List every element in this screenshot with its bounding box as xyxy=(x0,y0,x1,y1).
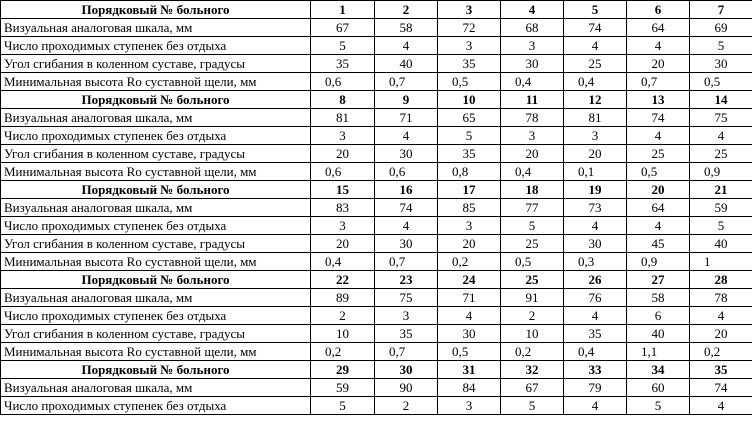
value-cell-height: 0,7 xyxy=(375,343,438,361)
value-cell-vas: 74 xyxy=(375,199,438,217)
value-cell-height: 0,6 xyxy=(311,73,375,91)
value-cell-steps: 3 xyxy=(438,37,501,55)
value-cell-steps: 2 xyxy=(501,307,564,325)
value-cell-height: 0,2 xyxy=(690,343,752,361)
value-cell-angle: 40 xyxy=(375,55,438,73)
value-cell-vas: 81 xyxy=(564,109,627,127)
value-cell-steps: 4 xyxy=(627,217,690,235)
value-cell-vas: 91 xyxy=(501,289,564,307)
value-cell-steps: 3 xyxy=(564,127,627,145)
patient-number-cell: 35 xyxy=(690,361,752,379)
table-row-height xyxy=(1,73,752,91)
header-label: Порядковый № больного xyxy=(1,361,311,379)
patient-number-cell: 27 xyxy=(627,271,690,289)
value-cell-vas: 76 xyxy=(564,289,627,307)
value-cell-vas: 79 xyxy=(564,379,627,397)
value-cell-steps: 4 xyxy=(564,307,627,325)
table-row-vas xyxy=(1,199,752,217)
value-cell-angle: 35 xyxy=(375,325,438,343)
table-row-vas xyxy=(1,289,752,307)
value-cell-height: 0,2 xyxy=(501,343,564,361)
patient-number-header-row xyxy=(1,361,752,379)
header-label: Порядковый № больного xyxy=(1,1,311,19)
row-label-steps: Число проходимых ступенек без отдыха xyxy=(1,307,311,325)
patient-number-cell: 15 xyxy=(311,181,375,199)
value-cell-height: 0,7 xyxy=(375,73,438,91)
header-label: Порядковый № больного xyxy=(1,181,311,199)
patient-number-cell: 29 xyxy=(311,361,375,379)
value-cell-height: 0,5 xyxy=(627,163,690,181)
table-row-angle xyxy=(1,235,752,253)
value-cell-steps: 3 xyxy=(375,307,438,325)
value-cell-vas: 78 xyxy=(501,109,564,127)
value-cell-steps: 3 xyxy=(501,37,564,55)
value-cell-steps: 5 xyxy=(690,37,752,55)
value-cell-vas: 77 xyxy=(501,199,564,217)
value-cell-height: 0,9 xyxy=(627,253,690,271)
value-cell-angle: 30 xyxy=(501,55,564,73)
patient-number-cell: 28 xyxy=(690,271,752,289)
value-cell-height: 1,1 xyxy=(627,343,690,361)
table-row-angle xyxy=(1,55,752,73)
value-cell-steps: 4 xyxy=(564,37,627,55)
row-label-height: Минимальная высота Ro суставной щели, мм xyxy=(1,343,311,361)
patient-number-cell: 24 xyxy=(438,271,501,289)
table-row-vas xyxy=(1,379,752,397)
value-cell-steps: 6 xyxy=(627,307,690,325)
patient-number-cell: 31 xyxy=(438,361,501,379)
patient-number-cell: 25 xyxy=(501,271,564,289)
patient-number-cell: 1 xyxy=(311,1,375,19)
table-body xyxy=(1,1,752,415)
value-cell-angle: 40 xyxy=(690,235,752,253)
value-cell-steps: 4 xyxy=(375,127,438,145)
value-cell-steps: 3 xyxy=(438,397,501,415)
patient-number-cell: 23 xyxy=(375,271,438,289)
value-cell-vas: 71 xyxy=(438,289,501,307)
value-cell-vas: 60 xyxy=(627,379,690,397)
value-cell-height: 0,6 xyxy=(375,163,438,181)
patient-number-cell: 7 xyxy=(690,1,752,19)
value-cell-angle: 40 xyxy=(627,325,690,343)
row-label-vas: Визуальная аналоговая шкала, мм xyxy=(1,289,311,307)
value-cell-vas: 75 xyxy=(690,109,752,127)
patient-number-cell: 33 xyxy=(564,361,627,379)
value-cell-height: 0,3 xyxy=(564,253,627,271)
value-cell-height: 0,4 xyxy=(501,163,564,181)
table-row-angle xyxy=(1,325,752,343)
value-cell-height: 0,5 xyxy=(501,253,564,271)
value-cell-steps: 5 xyxy=(690,217,752,235)
value-cell-vas: 74 xyxy=(627,109,690,127)
value-cell-height: 0,9 xyxy=(690,163,752,181)
patient-number-cell: 5 xyxy=(564,1,627,19)
patient-number-cell: 10 xyxy=(438,91,501,109)
value-cell-steps: 4 xyxy=(438,307,501,325)
value-cell-steps: 5 xyxy=(501,217,564,235)
value-cell-steps: 3 xyxy=(311,217,375,235)
patient-number-header-row xyxy=(1,1,752,19)
row-label-steps: Число проходимых ступенек без отдыха xyxy=(1,37,311,55)
value-cell-steps: 4 xyxy=(690,397,752,415)
value-cell-steps: 3 xyxy=(438,217,501,235)
patient-number-cell: 12 xyxy=(564,91,627,109)
value-cell-vas: 64 xyxy=(627,19,690,37)
table-row-height xyxy=(1,343,752,361)
value-cell-angle: 25 xyxy=(501,235,564,253)
header-label: Порядковый № больного xyxy=(1,91,311,109)
table-row-vas xyxy=(1,109,752,127)
value-cell-vas: 69 xyxy=(690,19,752,37)
value-cell-steps: 2 xyxy=(375,397,438,415)
value-cell-angle: 30 xyxy=(564,235,627,253)
table-row-steps xyxy=(1,37,752,55)
row-label-height: Минимальная высота Ro суставной щели, мм xyxy=(1,163,311,181)
value-cell-height: 0,4 xyxy=(564,73,627,91)
value-cell-vas: 65 xyxy=(438,109,501,127)
value-cell-steps: 5 xyxy=(627,397,690,415)
value-cell-angle: 25 xyxy=(690,145,752,163)
row-label-angle: Угол сгибания в коленном суставе, градусы xyxy=(1,145,311,163)
patient-number-cell: 21 xyxy=(690,181,752,199)
value-cell-angle: 35 xyxy=(564,325,627,343)
value-cell-angle: 45 xyxy=(627,235,690,253)
table-row-vas xyxy=(1,19,752,37)
value-cell-angle: 30 xyxy=(438,325,501,343)
value-cell-vas: 73 xyxy=(564,199,627,217)
value-cell-steps: 4 xyxy=(627,37,690,55)
row-label-steps: Число проходимых ступенек без отдыха xyxy=(1,397,311,415)
patient-number-cell: 14 xyxy=(690,91,752,109)
value-cell-angle: 20 xyxy=(690,325,752,343)
value-cell-height: 0,6 xyxy=(311,163,375,181)
value-cell-height: 0,5 xyxy=(438,73,501,91)
patient-number-cell: 19 xyxy=(564,181,627,199)
table-row-steps xyxy=(1,307,752,325)
row-label-height: Минимальная высота Ro суставной щели, мм xyxy=(1,253,311,271)
patient-number-cell: 11 xyxy=(501,91,564,109)
row-label-vas: Визуальная аналоговая шкала, мм xyxy=(1,379,311,397)
row-label-angle: Угол сгибания в коленном суставе, градусы xyxy=(1,55,311,73)
patient-number-cell: 22 xyxy=(311,271,375,289)
value-cell-height: 0,2 xyxy=(438,253,501,271)
value-cell-steps: 3 xyxy=(311,127,375,145)
value-cell-height: 1 xyxy=(690,253,752,271)
table-row-angle xyxy=(1,145,752,163)
value-cell-height: 0,4 xyxy=(564,343,627,361)
value-cell-steps: 5 xyxy=(311,397,375,415)
value-cell-steps: 2 xyxy=(311,307,375,325)
row-label-vas: Визуальная аналоговая шкала, мм xyxy=(1,19,311,37)
value-cell-angle: 35 xyxy=(438,145,501,163)
value-cell-vas: 67 xyxy=(501,379,564,397)
value-cell-steps: 5 xyxy=(501,397,564,415)
value-cell-vas: 71 xyxy=(375,109,438,127)
value-cell-vas: 74 xyxy=(564,19,627,37)
value-cell-height: 0,2 xyxy=(311,343,375,361)
value-cell-height: 0,4 xyxy=(501,73,564,91)
value-cell-vas: 58 xyxy=(375,19,438,37)
value-cell-angle: 30 xyxy=(375,235,438,253)
value-cell-height: 0,4 xyxy=(311,253,375,271)
patient-number-cell: 20 xyxy=(627,181,690,199)
value-cell-vas: 58 xyxy=(627,289,690,307)
value-cell-angle: 35 xyxy=(311,55,375,73)
value-cell-steps: 4 xyxy=(690,307,752,325)
value-cell-vas: 75 xyxy=(375,289,438,307)
value-cell-angle: 20 xyxy=(438,235,501,253)
row-label-angle: Угол сгибания в коленном суставе, градусы xyxy=(1,235,311,253)
value-cell-vas: 59 xyxy=(690,199,752,217)
value-cell-angle: 25 xyxy=(627,145,690,163)
value-cell-angle: 20 xyxy=(311,235,375,253)
value-cell-vas: 67 xyxy=(311,19,375,37)
value-cell-angle: 20 xyxy=(627,55,690,73)
patient-number-header-row xyxy=(1,91,752,109)
value-cell-height: 0,7 xyxy=(375,253,438,271)
value-cell-vas: 64 xyxy=(627,199,690,217)
patient-number-cell: 6 xyxy=(627,1,690,19)
value-cell-vas: 84 xyxy=(438,379,501,397)
value-cell-angle: 20 xyxy=(311,145,375,163)
table-row-steps xyxy=(1,127,752,145)
patient-number-cell: 32 xyxy=(501,361,564,379)
row-label-vas: Визуальная аналоговая шкала, мм xyxy=(1,109,311,127)
value-cell-steps: 4 xyxy=(564,217,627,235)
value-cell-vas: 89 xyxy=(311,289,375,307)
row-label-steps: Число проходимых ступенек без отдыха xyxy=(1,217,311,235)
value-cell-steps: 4 xyxy=(564,397,627,415)
patient-number-header-row xyxy=(1,271,752,289)
value-cell-height: 0,7 xyxy=(627,73,690,91)
value-cell-vas: 68 xyxy=(501,19,564,37)
value-cell-height: 0,5 xyxy=(690,73,752,91)
value-cell-vas: 78 xyxy=(690,289,752,307)
value-cell-steps: 4 xyxy=(375,217,438,235)
value-cell-vas: 59 xyxy=(311,379,375,397)
value-cell-angle: 30 xyxy=(375,145,438,163)
patient-number-cell: 13 xyxy=(627,91,690,109)
value-cell-steps: 4 xyxy=(627,127,690,145)
value-cell-vas: 83 xyxy=(311,199,375,217)
patient-number-cell: 16 xyxy=(375,181,438,199)
table-row-steps xyxy=(1,397,752,415)
value-cell-steps: 5 xyxy=(311,37,375,55)
patient-number-cell: 30 xyxy=(375,361,438,379)
value-cell-angle: 20 xyxy=(501,145,564,163)
patient-number-cell: 18 xyxy=(501,181,564,199)
row-label-angle: Угол сгибания в коленном суставе, градусы xyxy=(1,325,311,343)
value-cell-angle: 10 xyxy=(501,325,564,343)
value-cell-angle: 25 xyxy=(564,55,627,73)
patient-number-cell: 8 xyxy=(311,91,375,109)
value-cell-steps: 4 xyxy=(375,37,438,55)
value-cell-angle: 20 xyxy=(564,145,627,163)
row-label-height: Минимальная высота Ro суставной щели, мм xyxy=(1,73,311,91)
value-cell-height: 0,8 xyxy=(438,163,501,181)
table-row-height xyxy=(1,253,752,271)
table-row-height xyxy=(1,163,752,181)
patient-number-cell: 3 xyxy=(438,1,501,19)
value-cell-vas: 90 xyxy=(375,379,438,397)
value-cell-angle: 30 xyxy=(690,55,752,73)
patient-number-cell: 17 xyxy=(438,181,501,199)
value-cell-angle: 10 xyxy=(311,325,375,343)
patient-number-cell: 4 xyxy=(501,1,564,19)
value-cell-steps: 3 xyxy=(501,127,564,145)
value-cell-height: 0,1 xyxy=(564,163,627,181)
row-label-steps: Число проходимых ступенек без отдыха xyxy=(1,127,311,145)
patient-number-cell: 26 xyxy=(564,271,627,289)
value-cell-steps: 4 xyxy=(690,127,752,145)
value-cell-vas: 81 xyxy=(311,109,375,127)
value-cell-vas: 85 xyxy=(438,199,501,217)
row-label-vas: Визуальная аналоговая шкала, мм xyxy=(1,199,311,217)
table-row-steps xyxy=(1,217,752,235)
patient-number-cell: 34 xyxy=(627,361,690,379)
patient-number-header-row xyxy=(1,181,752,199)
value-cell-vas: 72 xyxy=(438,19,501,37)
value-cell-vas: 74 xyxy=(690,379,752,397)
value-cell-steps: 5 xyxy=(438,127,501,145)
value-cell-angle: 35 xyxy=(438,55,501,73)
patient-number-cell: 2 xyxy=(375,1,438,19)
value-cell-height: 0,5 xyxy=(438,343,501,361)
patient-number-cell: 9 xyxy=(375,91,438,109)
header-label: Порядковый № больного xyxy=(1,271,311,289)
